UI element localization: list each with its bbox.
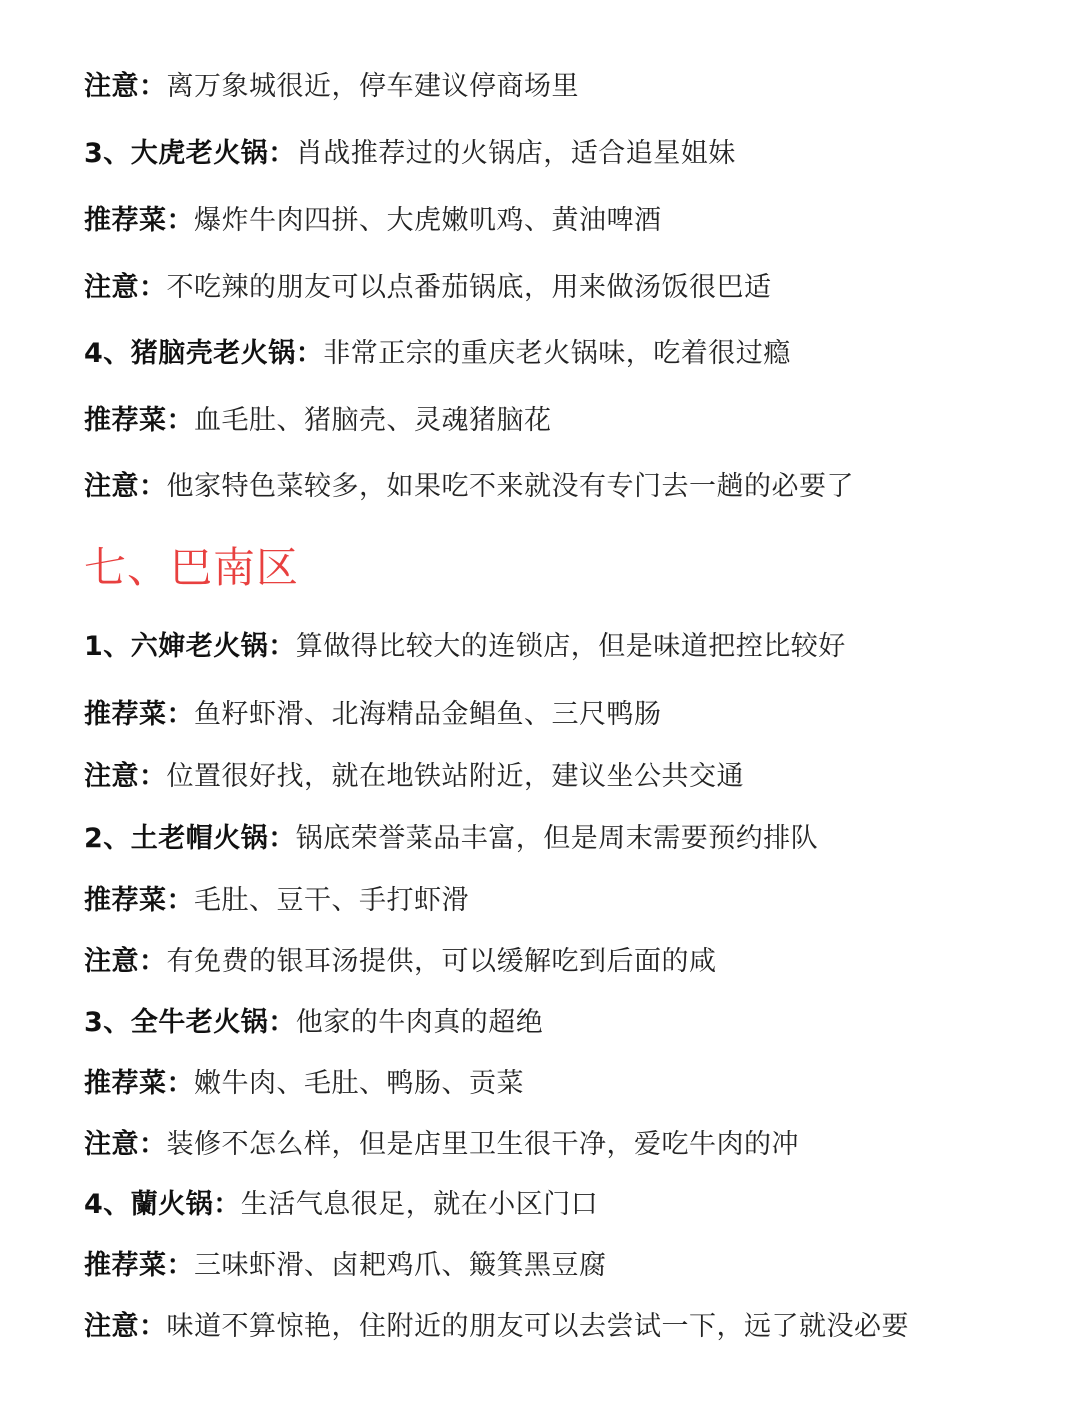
recommend-line: [84, 1248, 607, 1284]
recommend-line: [84, 883, 469, 919]
line-label: 注意：: [84, 761, 167, 792]
line-text: 算做得比较大的连锁店，但是味道把控比较好: [295, 631, 846, 662]
line-text: 位置很好找，就在地铁站附近，建议坐公共交通: [166, 761, 744, 792]
line-text: 血毛肚、猪脑壳、灵魂猪脑花: [194, 405, 552, 436]
line-text: 肖战推荐过的火锅店，适合追星姐妹: [295, 138, 736, 169]
line-label: 推荐菜：: [84, 405, 194, 436]
line-label: 注意：: [84, 1311, 167, 1342]
restaurant-line: [84, 1005, 543, 1041]
note-line: [84, 469, 854, 505]
line-text: 装修不怎么样，但是店里卫生很干净，爱吃牛肉的冲: [166, 1129, 799, 1160]
line-text: 他家的牛肉真的超绝: [295, 1007, 544, 1038]
line-text: 他家特色菜较多，如果吃不来就没有专门去一趟的必要了: [166, 471, 854, 502]
note-line: [84, 1309, 909, 1345]
line-text: 离万象城很近，停车建议停商场里: [166, 71, 579, 102]
line-text: 三味虾滑、卤耙鸡爪、簸箕黑豆腐: [194, 1250, 607, 1281]
line-text: 有免费的银耳汤提供，可以缓解吃到后面的咸: [166, 946, 717, 977]
recommend-line: [84, 203, 662, 239]
note-line: [84, 1127, 799, 1163]
restaurant-line: [84, 821, 818, 857]
restaurant-line: [84, 629, 846, 665]
note-line: [84, 759, 744, 795]
line-label: 注意：: [84, 1129, 167, 1160]
line-text: 爆炸牛肉四拼、大虎嫩叽鸡、黄油啤酒: [194, 205, 662, 236]
line-label: 推荐菜：: [84, 885, 194, 916]
recommend-line: [84, 697, 662, 733]
line-label: 注意：: [84, 272, 167, 303]
note-line: [84, 944, 717, 980]
line-label: 2、土老帽火锅：: [84, 823, 296, 854]
line-label: 4、蘭火锅：: [84, 1189, 241, 1220]
line-label: 3、全牛老火锅：: [84, 1007, 296, 1038]
line-label: 1、六婶老火锅：: [84, 631, 296, 662]
line-label: 3、大虎老火锅：: [84, 138, 296, 169]
section-heading: 七、巴南区: [84, 543, 300, 592]
line-text: 非常正宗的重庆老火锅味，吃着很过瘾: [323, 338, 791, 369]
line-label: 4、猪脑壳老火锅：: [84, 338, 324, 369]
note-line: [84, 69, 579, 105]
line-text: 不吃辣的朋友可以点番茄锅底，用来做汤饭很巴适: [166, 272, 772, 303]
line-text: 生活气息很足，就在小区门口: [240, 1189, 599, 1220]
line-text: 毛肚、豆干、手打虾滑: [194, 885, 469, 916]
line-text: 嫩牛肉、毛肚、鸭肠、贡菜: [194, 1068, 524, 1099]
recommend-line: [84, 1066, 524, 1102]
note-line: [84, 270, 772, 306]
line-label: 推荐菜：: [84, 1250, 194, 1281]
line-label: 推荐菜：: [84, 1068, 194, 1099]
restaurant-line: [84, 1187, 598, 1223]
line-label: 注意：: [84, 946, 167, 977]
restaurant-line: [84, 136, 736, 172]
line-text: 鱼籽虾滑、北海精品金鲳鱼、三尺鸭肠: [194, 699, 662, 730]
line-text: 味道不算惊艳，住附近的朋友可以去尝试一下，远了就没必要: [166, 1311, 909, 1342]
line-text: 锅底荣誉菜品丰富，但是周末需要预约排队: [295, 823, 819, 854]
line-label: 推荐菜：: [84, 699, 194, 730]
line-label: 注意：: [84, 471, 167, 502]
restaurant-line: [84, 336, 791, 372]
recommend-line: [84, 403, 552, 439]
line-label: 注意：: [84, 71, 167, 102]
line-label: 推荐菜：: [84, 205, 194, 236]
